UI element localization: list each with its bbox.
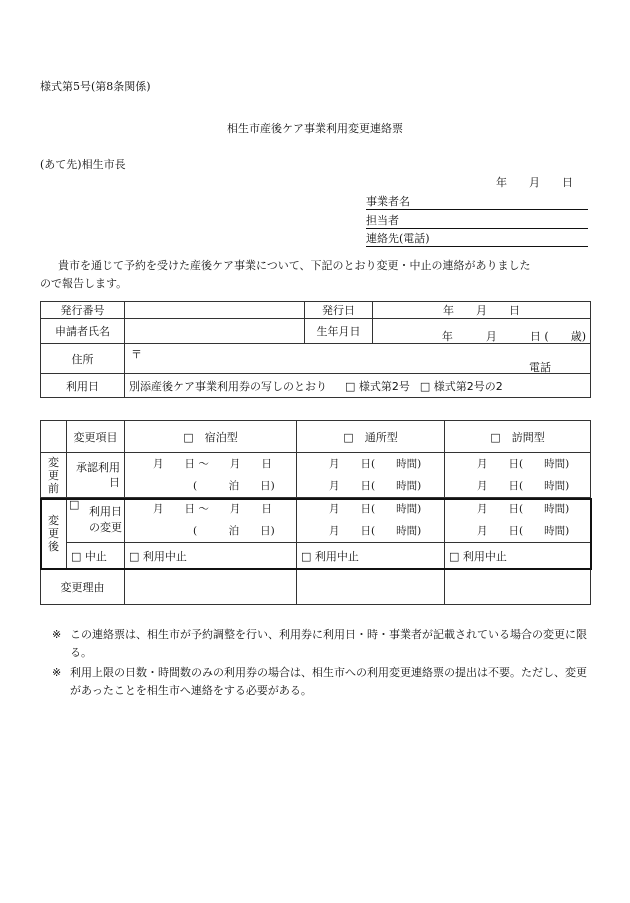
applicant-value[interactable]: [125, 319, 305, 344]
before-day-line2: 月 日( 時間): [329, 480, 422, 492]
dob-value[interactable]: [373, 319, 591, 344]
after-stay-line2: ( 泊 日): [193, 525, 275, 537]
reason-day[interactable]: [297, 569, 445, 605]
date-line: 年 月 日: [496, 176, 573, 189]
approved-label: 承認利用日: [67, 453, 125, 498]
phone-label: 電話: [529, 361, 551, 374]
note-1-mark: ※: [52, 628, 62, 641]
issue-date-label: 発行日: [305, 302, 373, 319]
before-day-line1: 月 日( 時間): [329, 458, 422, 470]
info-table: [40, 301, 591, 398]
after-visit-line2: 月 日( 時間): [477, 525, 570, 537]
before-visit[interactable]: [445, 453, 591, 498]
day-cancel-checkbox[interactable]: □ 利用中止: [297, 543, 445, 569]
note-1-text: この連絡票は、相生市が予約調整を行い、利用券に利用日・時・事業者が記載されている場合の変更に限る。: [70, 628, 587, 659]
before-visit-line2: 月 日( 時間): [477, 480, 570, 492]
issue-no-value[interactable]: [125, 302, 305, 319]
after-visit-line1: 月 日( 時間): [477, 503, 570, 515]
after-day[interactable]: [297, 498, 445, 543]
before-visit-line1: 月 日( 時間): [477, 458, 570, 470]
item-label: 変更項目: [67, 421, 125, 453]
reason-visit[interactable]: [445, 569, 591, 605]
type-visit[interactable]: □ 訪問型: [445, 421, 591, 453]
before-stay-line2: ( 泊 日): [193, 480, 275, 492]
note-2-text: 利用上限の日数・時間数のみの利用券の場合は、相生市への利用変更連絡票の提出は不要。ただし、変更があったことを相生市へ連絡をする必要がある。: [70, 666, 587, 697]
after-stay-line1: 月 日 〜 月 日: [153, 503, 272, 515]
dob-label: 生年月日: [305, 319, 373, 344]
change-date-checkbox[interactable]: □: [69, 498, 80, 511]
change-date-cell[interactable]: [67, 498, 125, 543]
staff-label: 担当者: [366, 214, 399, 227]
change-table: [40, 420, 591, 605]
applicant-label: 申請者氏名: [41, 319, 125, 344]
before-stay[interactable]: [125, 453, 297, 498]
cancel-checkbox[interactable]: □ 中止: [67, 543, 125, 569]
reason-stay[interactable]: [125, 569, 297, 605]
issue-date-value[interactable]: 年 月 日: [373, 302, 591, 319]
dob-value-text: 年 月 日 ( 歳): [441, 330, 586, 343]
use-date-text: 別添産後ケア事業利用券の写しのとおり: [129, 379, 327, 393]
body-text-line2: ので報告します。: [40, 277, 128, 290]
use-date-label: 利用日: [41, 374, 125, 398]
form2-2-checkbox[interactable]: □ 様式第2号の2: [419, 379, 503, 393]
form2-checkbox[interactable]: □ 様式第2号: [345, 379, 410, 393]
provider-name-field[interactable]: [366, 193, 588, 210]
after-day-line2: 月 日( 時間): [329, 525, 422, 537]
contact-label: 連絡先(電話): [366, 232, 430, 245]
staff-field[interactable]: [366, 212, 588, 229]
type-stay[interactable]: □ 宿泊型: [125, 421, 297, 453]
provider-name-label: 事業者名: [366, 195, 410, 208]
body-text-line1: 貴市を通じて予約を受けた産後ケア事業について、下記のとおり変更・中止の連絡がありました: [58, 259, 531, 272]
postal-mark: 〒: [131, 348, 142, 361]
type-day[interactable]: □ 通所型: [297, 421, 445, 453]
after-visit[interactable]: [445, 498, 591, 543]
note-1: [52, 626, 592, 662]
address-value[interactable]: [125, 344, 591, 374]
after-stay[interactable]: [125, 498, 297, 543]
reason-label: 変更理由: [41, 569, 125, 605]
address-label: 住所: [41, 344, 125, 374]
after-day-line1: 月 日( 時間): [329, 503, 422, 515]
use-date-value: [125, 374, 591, 398]
addressee: (あて先)相生市長: [40, 158, 126, 171]
before-day[interactable]: [297, 453, 445, 498]
before-stay-line1: 月 日 〜 月 日: [153, 458, 272, 470]
document-title: 相生市産後ケア事業利用変更連絡票: [227, 122, 403, 135]
before-label: 変更前: [41, 453, 67, 498]
form-number: 様式第5号(第8条関係): [40, 80, 151, 93]
contact-field[interactable]: [366, 230, 588, 247]
visit-cancel-checkbox[interactable]: □ 利用中止: [445, 543, 591, 569]
note-2-mark: ※: [52, 666, 62, 679]
issue-no-label: 発行番号: [41, 302, 125, 319]
change-date-label: 利用日の変更: [89, 505, 122, 534]
note-2: [52, 664, 592, 700]
stay-cancel-checkbox[interactable]: □ 利用中止: [125, 543, 297, 569]
after-label: 変更後: [41, 498, 67, 569]
